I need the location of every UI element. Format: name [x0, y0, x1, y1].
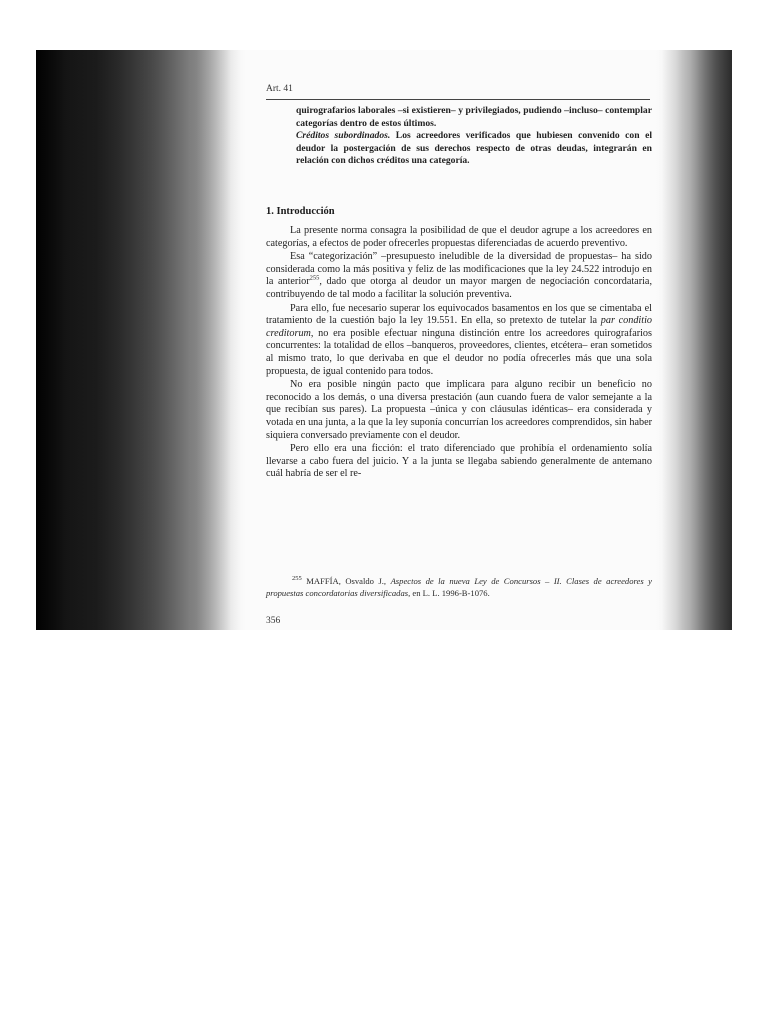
- page-number: 356: [266, 616, 281, 626]
- statute-subheading: Créditos subordinados.: [296, 130, 391, 142]
- paragraph-1: La presente norma consagra la posibilidad de que el deudor agrupe a los acreedores en categorías, a efectos de poder ofrecerles propuestas diferenciadas de acuerdo preventivo.: [266, 225, 652, 249]
- latin-term: par conditio creditorum: [266, 315, 652, 339]
- footnote-number: 255: [292, 575, 302, 583]
- footnote-source: , en L. L. 1996-B-1076.: [408, 587, 490, 598]
- header-rule: [266, 99, 650, 100]
- footnote: [266, 576, 652, 599]
- statute-text: [296, 105, 652, 168]
- footnote-author: MAFFÍA, Osvaldo J.,: [301, 576, 391, 586]
- footnote-entry: [266, 576, 652, 599]
- statute-line-2: Los acreedores verificados que hubiesen convenido con el deudor la postergación de sus derechos respecto de otras deudas, integrarán en relación con dichos créditos una categoría.: [296, 130, 652, 167]
- body-text: [266, 225, 652, 482]
- paragraph-4: No era posible ningún pacto que implicara para alguno recibir un beneficio no reconocido a los demás, o una diversa prestación (aun cuando fuera de valor semejante a la que recibían sus pares). La propuesta –única y con cláusulas idénticas– era considerada y votada en una junta, a la que la ley suponía concurrían los acreedores comprendidos, sin haber siquiera conversado previamente con el deudor.: [266, 379, 652, 441]
- paragraph-5: Pero ello era una ficción: el trato diferenciado que prohibía el ordenamiento solía llevarse a cabo fuera del juicio. Y a la junta se llegaba sabiendo generalmente de antemano cuál habría de ser el re-: [266, 443, 652, 480]
- paragraph-3-text: Para ello, fue necesario superar los equivocados basamentos en los que se cimentaba el tratamiento de la cuestión bajo la ley 19.551. En ella, so pretexto de tutelar la: [266, 302, 652, 327]
- paragraph-2: [266, 251, 652, 301]
- paragraph-2-text-end: , dado que otorga al deudor un mayor margen de negociación concordataria, contribuyendo de tal modo a facilitar la solución preventiva.: [266, 276, 652, 300]
- footnote-ref: 255: [309, 274, 320, 282]
- page-edge-shadow: [662, 50, 732, 630]
- running-head: Art. 41: [266, 84, 293, 94]
- statute-line-1: quirografarios laborales –si existieren– y privilegiados, pudiendo –incluso– contemplar categorías dentro de estos últimos.: [296, 105, 652, 129]
- paragraph-2-text: Esa “categorización” –presupuesto ineludible de la diversidad de propuestas– ha sido considerada como la más positiva y feliz de las modificaciones que la ley 24.522 introdujo en la anterior: [266, 251, 652, 288]
- statute-paragraph-2: [296, 130, 652, 168]
- footnote-title: Aspectos de la nueva Ley de Concursos – II. Clases de acreedores y propuestas concordatorias diversificadas: [266, 576, 652, 598]
- book-gutter-shadow: [36, 50, 241, 630]
- paragraph-3: [266, 303, 652, 379]
- paragraph-3-text-end: , no era posible efectuar ninguna distinción entre los acreedores quirografarios concurrentes: la totalidad de ellos –banqueros, proveedores, clientes, etcétera– eran sometidos al mismo trato, lo que derivaba en que el deudor no podía ofrecerles más que una sola propuesta, de igual contenido para todos.: [266, 327, 652, 377]
- section-title: 1. Introducción: [266, 206, 335, 217]
